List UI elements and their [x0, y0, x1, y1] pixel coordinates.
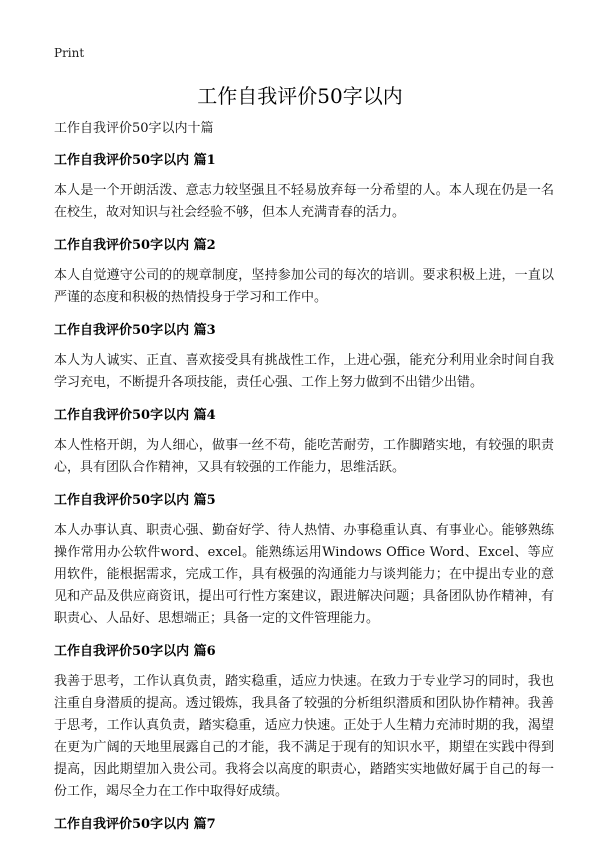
section-body: 本人办事认真、职责心强、勤奋好学、待人热情、办事稳重认真、有事业心。能够熟练操作常用办公软件word、excel。能熟练运用Windows Office Word、Excel、等应用软件，能根据需求，完成工作，具有极强的沟通能力与谈判能力；在中提出专业的意见和产品及供应商资讯，提出可行性方案建议，跟进解决问题；具备团队协作精神，有职责心、人品好、思想端正；具备一定的文件管理能力。 [54, 523, 554, 626]
section-heading: 工作自我评价50字以内 篇1 [54, 153, 216, 168]
page-title: 工作自我评价50字以内 [197, 84, 403, 108]
section-heading: 工作自我评价50字以内 篇4 [54, 408, 216, 423]
section-5 [54, 492, 554, 630]
section-heading: 工作自我评价50字以内 篇5 [54, 493, 216, 508]
article-subtitle: 工作自我评价50字以内十篇 [54, 121, 214, 136]
article-content [54, 120, 554, 847]
section-body: 本人是一个开朗活泼、意志力较坚强且不轻易放弃每一分希望的人。本人现在仍是一名在校生，故对知识与社会经验不够，但本人充满青春的活力。 [54, 183, 554, 220]
section-3 [54, 322, 554, 394]
section-1 [54, 152, 554, 224]
print-link[interactable]: Print [54, 46, 85, 60]
section-2 [54, 237, 554, 309]
section-body: 本人为人诚实、正直、喜欢接受具有挑战性工作，上进心强，能充分利用业余时间自我学习充电，不断提升各项技能，责任心强、工作上努力做到不出错少出错。 [54, 353, 554, 390]
section-body: 本人性格开朗，为人细心，做事一丝不苟，能吃苦耐劳，工作脚踏实地，有较强的职责心，具有团队合作精神，又具有较强的工作能力，思维活跃。 [54, 438, 554, 475]
section-4 [54, 407, 554, 479]
section-heading: 工作自我评价50字以内 篇7 [54, 817, 216, 832]
section-heading: 工作自我评价50字以内 篇2 [54, 238, 216, 253]
section-heading: 工作自我评价50字以内 篇6 [54, 644, 216, 659]
section-6 [54, 643, 554, 803]
section-body: 我善于思考，工作认真负责，踏实稳重，适应力快速。在致力于专业学习的同时，我也注重自身潜质的提高。透过锻炼，我具备了较强的分析组织潜质和团队协作精神。我善于思考，工作认真负责，踏实稳重，适应力快速。正处于人生精力充沛时期的我，渴望在更为广阔的天地里展露自己的才能，我不满足于现有的知识水平，期望在实践中得到提高，因此期望加入贵公司。我将会以高度的职责心，踏踏实实地做好属于自己的每一份工作，竭尽全力在工作中取得好成绩。 [54, 674, 554, 799]
section-heading: 工作自我评价50字以内 篇3 [54, 323, 216, 338]
section-7 [54, 816, 554, 834]
section-body: 本人自觉遵守公司的的规章制度，坚持参加公司的每次的培训。要求积极上进，一直以严谨的态度和积极的热情投身于学习和工作中。 [54, 268, 554, 305]
